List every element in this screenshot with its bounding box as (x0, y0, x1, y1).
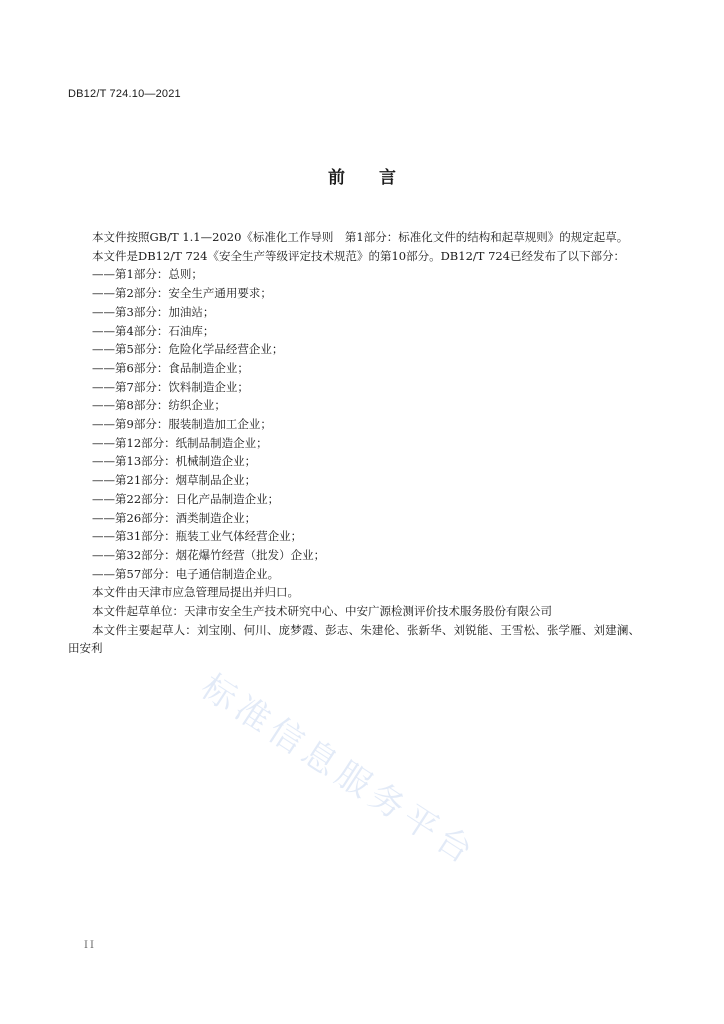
intro-paragraph: 本文件按照GB/T 1.1—2020《标准化工作导则 第1部分：标准化文件的结构和起草规则》的规定起草。 (92, 230, 629, 244)
part-list-item: ——第9部分：服装制造加工企业； (92, 417, 272, 432)
proposer-paragraph: 本文件由天津市应急管理局提出并归口。 (92, 585, 299, 600)
drafting-unit-paragraph: 本文件起草单位：天津市安全生产技术研究中心、中安广源检测评价技术服务股份有限公司 (92, 604, 552, 619)
page-number: II (84, 940, 96, 951)
foreword-body (68, 228, 640, 658)
part-list-item: ——第8部分：纺织企业； (92, 398, 226, 413)
part-list-item: ——第21部分：烟草制品企业； (92, 473, 257, 488)
document-code: DB12/T 724.10—2021 (68, 88, 181, 100)
part-list-item: ——第13部分：机械制造企业； (92, 454, 257, 469)
part-list-item: ——第6部分：食品制造企业； (92, 360, 249, 375)
watermark: 标准信息服务平台 (193, 666, 485, 875)
drafters-paragraph: 本文件主要起草人：刘宝刚、何川、庞梦霞、彭志、朱建伦、张新华、刘锐能、王雪松、张学雁、刘建澜、田安利 (68, 622, 640, 656)
part-list-item: ——第1部分：总则； (92, 267, 203, 282)
part-list-item: ——第26部分：酒类制造企业； (92, 510, 257, 525)
part-list-item: ——第57部分：电子通信制造企业。 (92, 566, 280, 581)
section-title: 前 言 (328, 168, 410, 188)
part-list-item: ——第2部分：安全生产通用要求； (92, 286, 272, 301)
part-list-item: ——第22部分：日化产品制造企业； (92, 491, 280, 506)
part-list-item: ——第3部分：加油站； (92, 304, 215, 319)
part-list-item: ——第7部分：饮料制造企业； (92, 379, 249, 394)
part-list-item: ——第31部分：瓶装工业气体经营企业； (92, 529, 303, 544)
part-list-item: ——第5部分：危险化学品经营企业； (92, 342, 284, 357)
intro-paragraph: 本文件是DB12/T 724《安全生产等级评定技术规范》的第10部分。DB12/T 724已经发布了以下部分： (92, 248, 626, 263)
part-list-item: ——第12部分：纸制品制造企业； (92, 435, 268, 450)
part-list-item: ——第4部分：石油库； (92, 323, 215, 338)
part-list-item: ——第32部分：烟花爆竹经营（批发）企业； (92, 547, 326, 562)
